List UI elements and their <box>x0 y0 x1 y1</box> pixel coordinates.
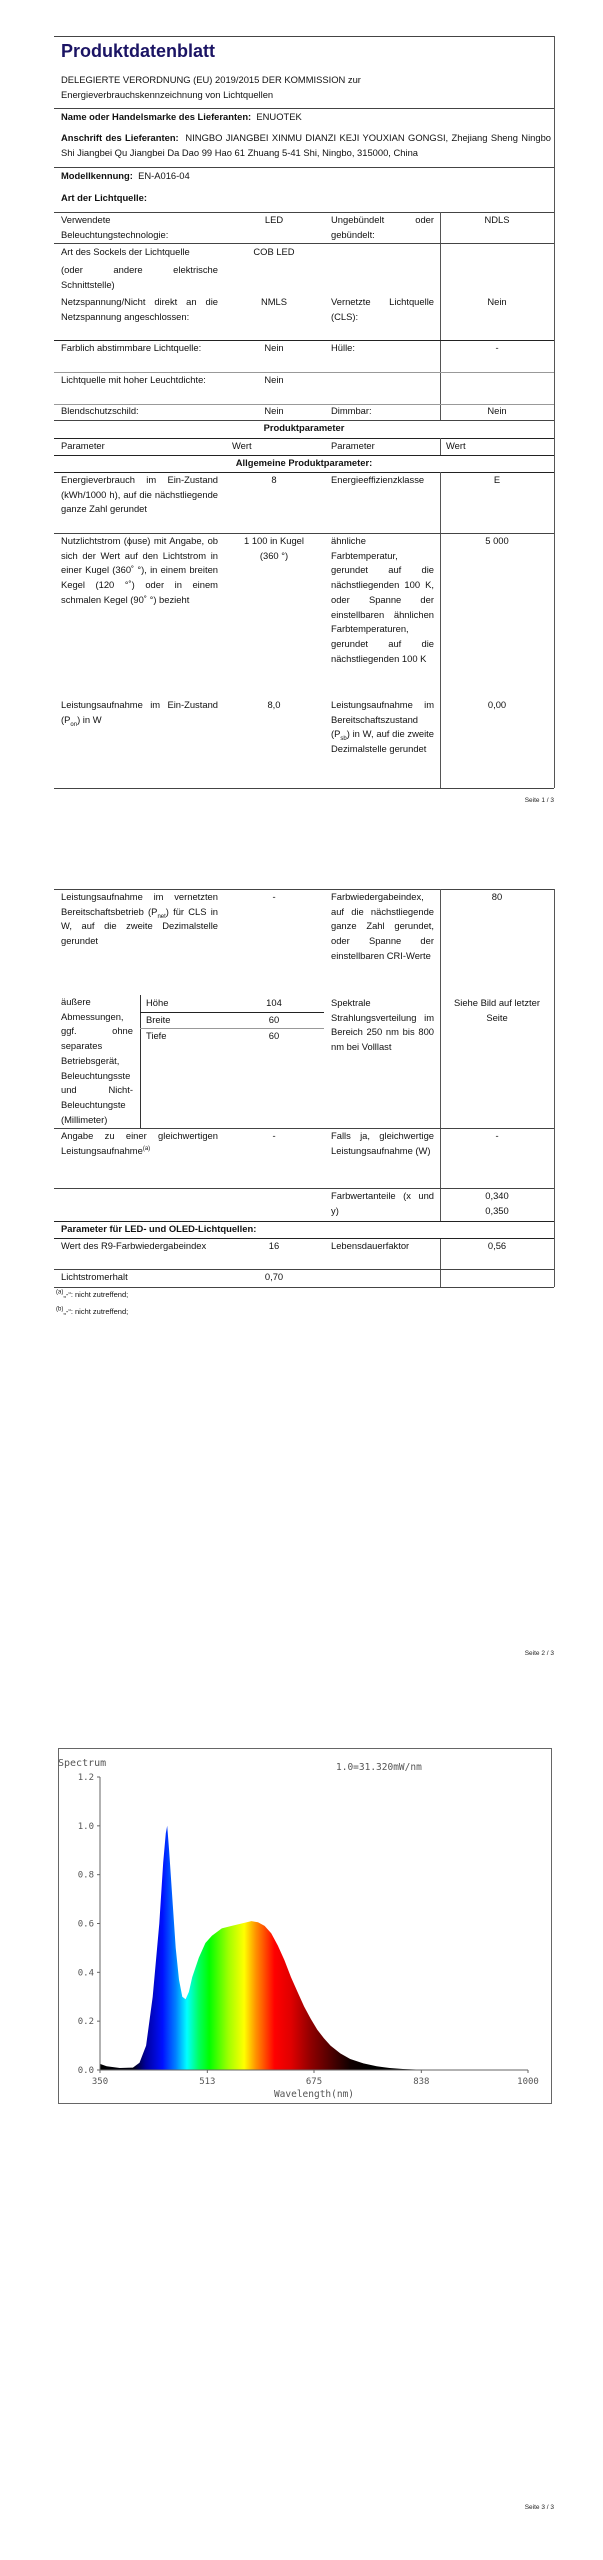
model-id <box>61 169 190 184</box>
chroma-y-value: 0,350 <box>485 1205 509 1216</box>
dim-height-value: 104 <box>266 997 282 1008</box>
dim-depth-label: Tiefe <box>146 1030 167 1041</box>
pon-label-suffix: ) in W <box>77 713 102 725</box>
high-luminance-label: Lichtquelle mit hoher Leuchtdichte: <box>61 374 206 385</box>
y-tick-label: 0.0 <box>77 2066 94 2076</box>
column-divider <box>440 438 441 455</box>
socket-label: Art des Sockels der Lichtquelle <box>61 246 190 257</box>
column-divider <box>440 889 441 1221</box>
divider <box>54 438 554 439</box>
flux-label: Nutzlichtstrom (ϕuse) mit Angabe, ob sich der Wert auf den Lichtstrom in einer Kugel (360˚ °), in einem breiten Kegel (120 °˚) oder in einem schmalen Kegel (90˚ °) bezieht <box>61 535 218 605</box>
flux-value: 1 100 in Kugel (360 °) <box>244 535 304 561</box>
x-tick-label: 675 <box>305 2077 323 2087</box>
life-factor-value: 0,56 <box>487 1240 507 1251</box>
y-tick-label: 0.2 <box>77 2017 94 2028</box>
energy-label: Energieverbrauch im Ein-Zustand (kWh/1000 h), auf die nächstliegende ganze Zahl gerundet <box>61 474 218 515</box>
divider <box>54 788 554 789</box>
dimensions-label: äußere Abmessungen, ggf. ohne separates Betriebsgerät, Beleuchtungsste und Nicht-Beleuchtungste (Millimeter) <box>61 996 133 1125</box>
x-axis-label: Wavelength(nm) <box>273 2089 355 2100</box>
col-header-value: Wert <box>232 440 252 451</box>
maintenance-value: 0,70 <box>264 1271 284 1282</box>
divider <box>54 1287 554 1288</box>
right-border <box>554 889 555 1287</box>
right-border <box>554 36 555 788</box>
cls-label: Vernetzte Lichtquelle (CLS): <box>331 296 434 322</box>
chart-annotation: 1.0=31.320mW/nm <box>336 1762 422 1773</box>
supplier-address <box>61 131 551 160</box>
equiv-w-value: - <box>495 1130 499 1141</box>
pon-label-text: Leistungsaufnahme im Ein-Zustand (P <box>61 699 218 725</box>
dls-label: Ungebündelt oder gebündelt: <box>331 214 434 240</box>
y-tick-label: 0.8 <box>77 1870 94 1881</box>
address-value: NINGBO JIANGBEI XINMU DIANZI KEJI YOUXIAN GONGSI, Zhejiang Sheng Ningbo Shi Jiangbei Qu Jiangbei Da Dao 99 Hao 61 Zhuang 5-41 Shi, Ningbo, 315000, China <box>61 132 552 158</box>
supplier-value: ENUOTEK <box>256 111 302 122</box>
x-tick-label: 838 <box>413 2077 430 2087</box>
class-value: E <box>493 474 501 485</box>
cri-label: Farbwiedergabeindex, auf die nächstliegende ganze Zahl gerundet, oder Spanne der einstellbaren CRI-Werte <box>331 891 434 961</box>
r9-value: 16 <box>268 1240 280 1251</box>
equiv-label <box>61 1129 218 1158</box>
dimmable-label: Dimmbar: <box>331 405 372 416</box>
x-tick-label: 350 <box>91 2077 109 2087</box>
cct-value: 5 000 <box>485 535 509 546</box>
page-number: Seite 1 / 3 <box>524 797 554 804</box>
pnet-label-text: Leistungsaufnahme im vernetzten Bereitschaftsbetrieb (P <box>61 891 218 917</box>
r9-label: Wert des R9-Farbwiedergabeindex <box>61 1240 207 1251</box>
tech-label: Verwendete Beleuchtungstechnologie: <box>61 214 169 240</box>
socket-note: (oder andere elektrische Schnittstelle) <box>61 264 218 290</box>
pnet-label <box>61 890 218 949</box>
y-tick-label: 1.0 <box>77 1821 94 1832</box>
col-header-parameter: Parameter <box>61 440 105 451</box>
dimensions-divider <box>140 995 141 1128</box>
general-params-heading: Allgemeine Produktparameter: <box>235 457 373 468</box>
pnet-subscript: net <box>157 913 166 920</box>
footnote-text: „-“: nicht zutreffend; <box>63 1290 129 1299</box>
dls-value: NDLS <box>484 214 510 225</box>
divider <box>54 36 554 37</box>
light-type-heading: Art der Lichtquelle: <box>61 192 147 203</box>
pnet-label-suffix: ) für CLS in W, auf die zweite Dezimalstelle gerundet <box>61 905 218 947</box>
led-params-heading: Parameter für LED- und OLED-Lichtquellen: <box>61 1223 257 1234</box>
y-tick-label: 1.2 <box>77 1773 94 1783</box>
psb-label <box>331 698 434 757</box>
supplier-label: Name oder Handelsmarke des Lieferanten: <box>61 111 252 122</box>
pon-value: 8,0 <box>267 699 281 710</box>
footnote-ref: (a) <box>142 1145 151 1152</box>
dim-height-label: Höhe <box>146 997 169 1008</box>
page-number: Seite 2 / 3 <box>524 1650 554 1657</box>
column-divider <box>440 472 441 788</box>
equiv-label-text: Angabe zu einer gleichwertigen Leistungsaufnahme <box>61 1130 218 1156</box>
dim-width-value: 60 <box>268 1014 280 1025</box>
glare-label: Blendschutzschild: <box>61 405 139 416</box>
psb-subscript: sb <box>340 736 347 743</box>
equiv-value: - <box>272 1130 276 1141</box>
psb-label-suffix: ) in W, auf die zweite Dezimalstelle gerundet <box>331 728 434 755</box>
cct-label: ähnliche Farbtemperatur, gerundet auf die nächstliegenden 100 K, oder Spanne der einstellbaren ähnlichen Farbtemperaturen, gerundet auf die nächstliegenden 100 K <box>331 535 434 664</box>
mains-label: Netzspannung/Nicht direkt an die Netzspannung angeschlossen: <box>61 296 218 322</box>
y-tick-label: 0.4 <box>77 1968 94 1979</box>
life-factor-label: Lebensdauerfaktor <box>331 1240 410 1251</box>
equiv-w-label: Falls ja, gleichwertige Leistungsaufnahme (W) <box>331 1130 434 1156</box>
regulation-subtitle: DELEGIERTE VERORDNUNG (EU) 2019/2015 DER KOMMISSION zur Energieverbrauchskennzeichnung von Lichtquellen <box>61 74 361 100</box>
footnote-b <box>56 1307 128 1317</box>
maintenance-label: Lichtstromerhalt <box>61 1271 128 1282</box>
envelope-value: - <box>495 342 499 353</box>
chart-title: Spectrum <box>58 1758 107 1769</box>
cls-value: Nein <box>487 296 507 307</box>
spectrum-area <box>100 1826 528 2070</box>
pon-subscript: on <box>70 721 78 728</box>
model-value: EN-A016-04 <box>138 170 190 181</box>
supplier-name <box>61 110 551 125</box>
envelope-label: Hülle: <box>331 342 355 353</box>
product-params-heading: Produktparameter <box>263 422 345 433</box>
pon-label <box>61 698 218 727</box>
spectrum-chart <box>0 1740 603 2120</box>
tech-value: LED <box>264 214 284 225</box>
divider <box>54 243 554 244</box>
address-label: Anschrift des Lieferanten: <box>61 132 179 143</box>
pnet-value: - <box>272 891 276 902</box>
chroma-x-value: 0,340 <box>485 1190 509 1201</box>
dim-width-label: Breite <box>146 1014 171 1025</box>
col-header-value-2: Wert <box>446 440 466 451</box>
chroma-label: Farbwertanteile (x und y) <box>331 1190 434 1216</box>
page-title: Produktdatenblatt <box>61 41 216 61</box>
model-label: Modellkennung: <box>61 170 133 181</box>
page-number: Seite 3 / 3 <box>524 2504 554 2511</box>
dim-depth-value: 60 <box>268 1030 280 1041</box>
divider <box>54 108 554 109</box>
spd-label: Spektrale Strahlungsverteilung im Bereich 250 nm bis 800 nm bei Volllast <box>331 997 434 1053</box>
x-tick-label: 513 <box>199 2077 216 2087</box>
tunable-label: Farblich abstimmbare Lichtquelle: <box>61 342 202 353</box>
cri-value: 80 <box>491 891 503 902</box>
mains-value: NMLS <box>260 296 288 307</box>
footnote-mark: (b) <box>56 1306 64 1313</box>
divider <box>54 167 554 168</box>
y-tick-label: 0.6 <box>77 1919 94 1930</box>
footnote-mark: (a) <box>56 1289 64 1296</box>
glare-value: Nein <box>264 405 284 416</box>
dimmable-value: Nein <box>487 405 507 416</box>
tunable-value: Nein <box>264 342 284 353</box>
footnote-a <box>56 1290 128 1300</box>
psb-label-text: Leistungsaufnahme im Bereitschaftszustand (P <box>331 699 434 740</box>
high-luminance-value: Nein <box>264 374 284 385</box>
footnote-text: „-“: nicht zutreffend; <box>63 1307 129 1316</box>
psb-value: 0,00 <box>487 699 507 710</box>
class-label: Energieeffizienzklasse <box>331 474 425 485</box>
socket-value: COB LED <box>253 246 295 257</box>
col-header-parameter-2: Parameter <box>331 440 375 451</box>
x-tick-label: 1000 <box>517 2077 539 2087</box>
spd-value: Siehe Bild auf letzter Seite <box>454 997 540 1023</box>
energy-value: 8 <box>271 474 277 485</box>
